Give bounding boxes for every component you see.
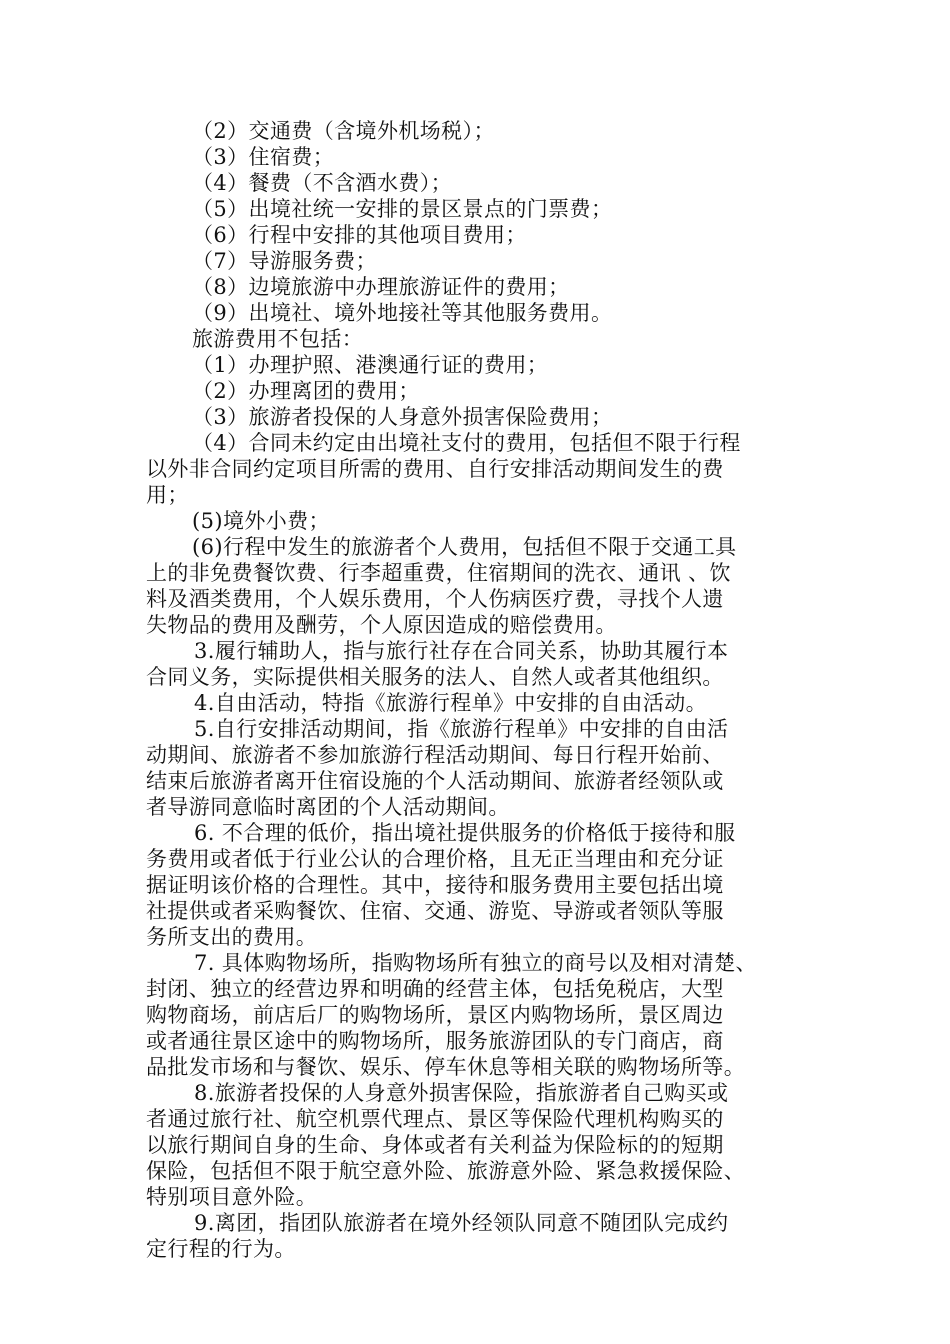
definition-4: 4.自由活动，特指《旅游行程单》中安排的自由活动。 <box>194 691 708 715</box>
excluded-item: （2）办理离团的费用； <box>192 379 420 403</box>
fee-item: （9）出境社、境外地接社等其他服务费用。 <box>192 301 613 325</box>
excluded-item-6-line: 上的非免费餐饮费、行李超重费，住宿期间的洗衣、通讯 、饮 <box>146 561 731 585</box>
excluded-heading: 旅游费用不包括： <box>192 327 364 351</box>
excluded-item-5: (5)境外小费； <box>192 509 330 533</box>
definition-3-line: 3.履行辅助人，指与旅行社存在合同关系，协助其履行本 <box>194 639 729 663</box>
definition-8-line: 者通过旅行社、航空机票代理点、景区等保险代理机构购买的 <box>146 1107 724 1131</box>
excluded-item-4-line: （4）合同未约定由出境社支付的费用，包括但不限于行程 <box>192 431 741 455</box>
fee-item: （5）出境社统一安排的景区景点的门票费； <box>192 197 613 221</box>
definition-8-line: 8.旅游者投保的人身意外损害保险，指旅游者自己购买或 <box>194 1081 729 1105</box>
definition-5-line: 结束后旅游者离开住宿设施的个人活动期间、旅游者经领队或 <box>146 769 724 793</box>
definition-6-line: 据证明该价格的合理性。其中，接待和服务费用主要包括出境 <box>146 873 724 897</box>
definition-6-line: 务所支出的费用。 <box>146 925 318 949</box>
definition-5-line: 5.自行安排活动期间，指《旅游行程单》中安排的自由活 <box>194 717 729 741</box>
fee-item: （7）导游服务费； <box>192 249 377 273</box>
definition-8-line: 保险，包括但不限于航空意外险、旅游意外险、紧急救援保险、 <box>146 1159 746 1183</box>
definition-6-line: 6. 不合理的低价，指出境社提供服务的价格低于接待和服 <box>194 821 736 845</box>
fee-item: （3）住宿费； <box>192 145 335 169</box>
excluded-item: （1）办理护照、港澳通行证的费用； <box>192 353 549 377</box>
definition-7-line: 封闭、独立的经营边界和明确的经营主体，包括免税店，大型 <box>146 977 724 1001</box>
definition-6-line: 务费用或者低于行业公认的合理价格，且无正当理由和充分证 <box>146 847 724 871</box>
definition-9-line: 定行程的行为。 <box>146 1237 296 1261</box>
definition-8-line: 特别项目意外险。 <box>146 1185 318 1209</box>
excluded-item-4-line: 以外非合同约定项目所需的费用、自行安排活动期间发生的费 <box>146 457 724 481</box>
fee-item: （6）行程中安排的其他项目费用； <box>192 223 527 247</box>
excluded-item-6-line: 料及酒类费用，个人娱乐费用，个人伤病医疗费，寻找个人遗 <box>146 587 724 611</box>
excluded-item-6-line: (6)行程中发生的旅游者个人费用，包括但不限于交通工具 <box>192 535 737 559</box>
definition-7-line: 7. 具体购物场所，指购物场所有独立的商号以及相对清楚、 <box>194 951 757 975</box>
fee-item: （4）餐费（不含酒水费）； <box>192 171 453 195</box>
document-body <box>146 118 811 1262</box>
fee-item: （8）边境旅游中办理旅游证件的费用； <box>192 275 570 299</box>
definition-3-line: 合同义务，实际提供相关服务的法人、自然人或者其他组织。 <box>146 665 724 689</box>
definition-5-line: 动期间、旅游者不参加旅游行程活动期间、每日行程开始前、 <box>146 743 724 767</box>
definition-6-line: 社提供或者采购餐饮、住宿、交通、游览、导游或者领队等服 <box>146 899 724 923</box>
excluded-item-4-line: 用； <box>146 483 189 507</box>
excluded-item-6-line: 失物品的费用及酬劳，个人原因造成的赔偿费用。 <box>146 613 617 637</box>
definition-5-line: 者导游同意临时离团的个人活动期间。 <box>146 795 510 819</box>
fee-item: （2）交通费（含境外机场税）； <box>192 119 495 143</box>
definition-9-line: 9.离团，指团队旅游者在境外经领队同意不随团队完成约 <box>194 1211 729 1235</box>
definition-7-line: 购物商场，前店后厂的购物场所，景区内购物场所，景区周边 <box>146 1003 724 1027</box>
definition-7-line: 或者通往景区途中的购物场所，服务旅游团队的专门商店，商 <box>146 1029 724 1053</box>
definition-7-line: 品批发市场和与餐饮、娱乐、停车休息等相关联的购物场所等。 <box>146 1055 746 1079</box>
excluded-item: （3）旅游者投保的人身意外损害保险费用； <box>192 405 613 429</box>
definition-8-line: 以旅行期间自身的生命、身体或者有关利益为保险标的的短期 <box>146 1133 724 1157</box>
